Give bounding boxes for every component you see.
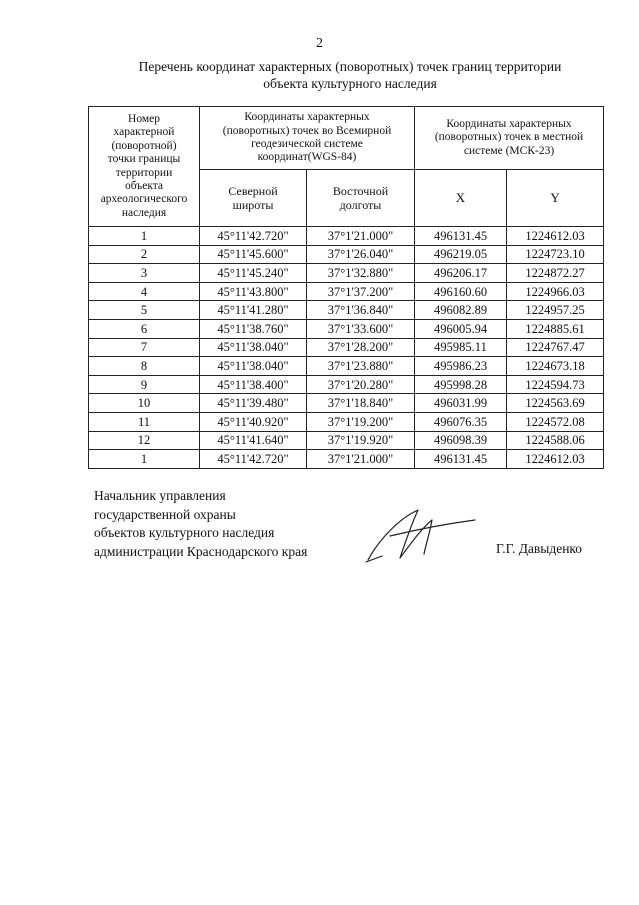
cell-longitude: 37°1'21.000" [307,227,415,246]
cell-point-number: 10 [89,394,200,413]
header-line: координат(WGS-84) [257,151,357,164]
cell-y: 1224563.69 [507,394,604,413]
cell-x: 496131.45 [415,450,507,469]
table-row [89,282,604,301]
table-row [89,245,604,264]
header-msk-group [415,107,604,170]
coordinates-table [88,106,604,469]
footer-line: Начальник управления [94,488,226,503]
cell-point-number: 11 [89,412,200,431]
header-line: археологического [100,193,188,206]
cell-x: 496076.35 [415,412,507,431]
header-line: геодезической системе [251,138,363,150]
cell-latitude: 45°11'39.480" [200,394,307,413]
cell-latitude: 45°11'42.720" [200,227,307,246]
handwritten-signature [360,498,480,568]
cell-longitude: 37°1'36.840" [307,301,415,320]
cell-x: 495986.23 [415,357,507,376]
header-line: (поворотной) [111,139,177,152]
header-line: характерной [113,126,175,139]
cell-y: 1224612.03 [507,450,604,469]
header-point-number [89,107,200,227]
table-row [89,450,604,469]
document-title [60,58,639,92]
cell-y: 1224723.10 [507,245,604,264]
table-row [89,227,604,246]
cell-x: 496206.17 [415,264,507,283]
cell-latitude: 45°11'45.600" [200,245,307,264]
cell-latitude: 45°11'41.640" [200,431,307,450]
cell-point-number: 3 [89,264,200,283]
header-line: наследия [121,206,167,219]
header-line: Северной [228,184,278,198]
cell-longitude: 37°1'19.920" [307,431,415,450]
table-row [89,264,604,283]
cell-point-number: 8 [89,357,200,376]
header-y: Y [507,170,604,227]
cell-longitude: 37°1'32.880" [307,264,415,283]
header-line: Восточной [332,184,389,198]
title-line-2: объекта культурного наследия [263,76,437,91]
header-line: (поворотных) точек во Всемирной [222,124,392,137]
table-row [89,338,604,357]
cell-latitude: 45°11'42.720" [200,450,307,469]
cell-latitude: 45°11'41.280" [200,301,307,320]
title-line-1: Перечень координат характерных (поворотных) точек границ территории [138,59,562,74]
cell-latitude: 45°11'38.400" [200,375,307,394]
cell-x: 496031.99 [415,394,507,413]
cell-x: 495985.11 [415,338,507,357]
cell-y: 1224966.03 [507,282,604,301]
cell-point-number: 7 [89,338,200,357]
header-east-longitude [307,170,415,227]
cell-y: 1224594.73 [507,375,604,394]
page-number: 2 [316,36,323,51]
header-line: системе (МСК-23) [463,144,555,157]
signatory-position [94,487,307,561]
cell-longitude: 37°1'37.200" [307,282,415,301]
header-wgs-group [200,107,415,170]
cell-longitude: 37°1'18.840" [307,394,415,413]
cell-y: 1224872.27 [507,264,604,283]
header-line: территории [115,166,173,179]
cell-point-number: 6 [89,319,200,338]
cell-latitude: 45°11'45.240" [200,264,307,283]
cell-y: 1224957.25 [507,301,604,320]
table-row [89,431,604,450]
cell-point-number: 12 [89,431,200,450]
cell-x: 496160.60 [415,282,507,301]
cell-longitude: 37°1'33.600" [307,319,415,338]
cell-longitude: 37°1'21.000" [307,450,415,469]
table-row [89,319,604,338]
cell-x: 496005.94 [415,319,507,338]
cell-y: 1224673.18 [507,357,604,376]
cell-longitude: 37°1'28.200" [307,338,415,357]
cell-latitude: 45°11'40.920" [200,412,307,431]
cell-y: 1224572.08 [507,412,604,431]
header-line: Координаты характерных [244,111,370,124]
header-north-latitude [200,170,307,227]
header-line: объекта [124,179,164,192]
header-line: долготы [339,198,382,212]
cell-point-number: 1 [89,450,200,469]
table-row [89,357,604,376]
footer-line: государственной охраны [94,506,236,522]
cell-x: 496082.89 [415,301,507,320]
cell-y: 1224767.47 [507,338,604,357]
header-line: Номер [128,112,160,125]
cell-latitude: 45°11'38.040" [200,338,307,357]
header-x: X [415,170,507,227]
cell-longitude: 37°1'23.880" [307,357,415,376]
cell-y: 1224612.03 [507,227,604,246]
signatory-name: Г.Г. Давыденко [496,541,583,556]
cell-y: 1224588.06 [507,431,604,450]
cell-y: 1224885.61 [507,319,604,338]
cell-x: 496219.05 [415,245,507,264]
table-body [89,227,604,469]
table-row [89,394,604,413]
header-line: точки границы [107,153,181,166]
footer-line: объектов культурного наследия [94,525,275,540]
table-row [89,412,604,431]
cell-point-number: 4 [89,282,200,301]
cell-longitude: 37°1'19.200" [307,412,415,431]
header-line: широты [232,198,274,212]
cell-latitude: 45°11'43.800" [200,282,307,301]
cell-longitude: 37°1'26.040" [307,245,415,264]
cell-point-number: 1 [89,227,200,246]
table-row [89,375,604,394]
cell-point-number: 2 [89,245,200,264]
footer-line: администрации Краснодарского края [94,543,308,559]
cell-longitude: 37°1'20.280" [307,375,415,394]
cell-x: 495998.28 [415,375,507,394]
header-line: (поворотных) точек в местной [434,131,584,144]
cell-x: 496131.45 [415,227,507,246]
cell-point-number: 9 [89,375,200,394]
cell-latitude: 45°11'38.760" [200,319,307,338]
table-row [89,301,604,320]
cell-x: 496098.39 [415,431,507,450]
cell-point-number: 5 [89,301,200,320]
cell-latitude: 45°11'38.040" [200,357,307,376]
header-line: Координаты характерных [446,117,572,130]
